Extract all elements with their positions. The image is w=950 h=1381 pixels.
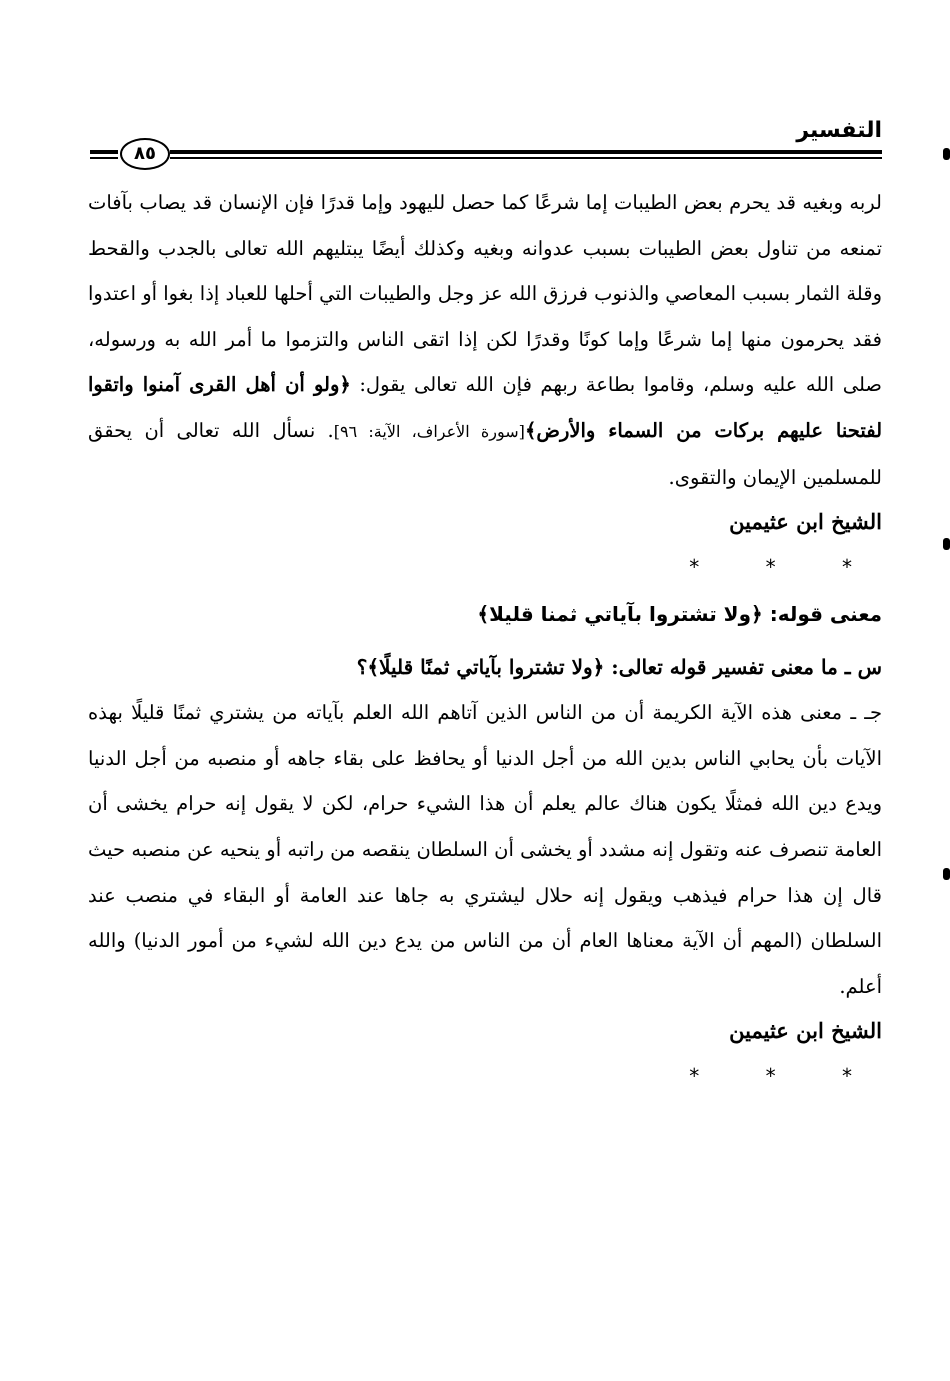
header-rule-thick: [170, 150, 882, 154]
header-rule-left-thick: [90, 150, 118, 154]
margin-mark-top: [943, 148, 950, 160]
section1-paragraph: [88, 180, 882, 500]
question-text: س ـ ما معنى تفسير قوله تعالى: ﴿ولا تشتروا بآياتي ثمنًا قليلًا﴾؟: [356, 655, 882, 680]
running-title: التفسير: [796, 118, 882, 143]
margin-mark-middle: [943, 538, 950, 550]
page-header: [90, 112, 882, 172]
separator-stars: * * *: [689, 555, 882, 580]
page-content: [88, 180, 882, 1091]
separator-stars-bottom: * * *: [689, 1064, 882, 1089]
answer-text: جـ ـ معنى هذه الآية الكريمة أن من الناس الذين آتاهم الله العلم بآياته من يشتري ثمنًا قليلًا بهذه الآيات بأن يحابي الناس بدين الله من أجل الدنيا أو يحافظ على بقاء جاهه أو منصبه من أجل الدنيا ويدع دين الله فمثلًا يكون هناك عالم يعلم أن هذا الشيء حرام، لكن لا يقول إنه حرام يخشى أن العامة تنصرف عنه وتقول إنه مشدد أو يخشى أن السلطان ينقصه من راتبه أو ينحيه عن منصبه حيث قال إن هذا حرام فيذهب ويقول إنه حلال ليشتري به جاها عند العامة أو البقاء في منصب عند السلطان (المهم أن الآية معناها العام أن من الناس من يدع دين الله لشيء من أمور الدنيا) والله أعلم.: [88, 701, 882, 998]
margin-mark-bottom: [943, 868, 950, 880]
section1-text: لربه وبغيه قد يحرم بعض الطيبات إما شرعًا كما حصل لليهود وإما قدرًا فإن الإنسان قد يصاب بآفات تمنعه من تناول بعض الطيبات بسبب عدوانه وبغيه وكذلك أيضًا يبتليهم الله تعالى بالجدب والقحط وقلة الثمار بسبب المعاصي والذنوب فرزق الله عز وجل والطيبات التي أحلها للعباد إذا بغوا أو اعتدوا فقد يحرمون منها إما شرعًا وإما كونًا وقدرًا لكن إذا اتقى الناس والتزموا ما أمر الله به ورسوله، صلى الله عليه وسلم، وقاموا بطاعة ربهم فإن الله تعالى يقول:: [88, 191, 882, 397]
verse-reference: [سورة الأعراف، الآية: ٩٦]: [333, 421, 525, 441]
header-rule-thin: [170, 157, 882, 159]
section1-signature: الشيخ ابن عثيمين: [729, 509, 882, 535]
header-rule-left-thin: [90, 157, 118, 159]
quran-verse: ﴿ولو أن أهل القرى آمنوا واتقوا لفتحنا عليهم بركات من السماء والأرض﴾: [88, 373, 883, 442]
section2-title: معنى قوله: ﴿ولا تشتروا بآياتي ثمنا قليلا﴾: [477, 602, 882, 627]
section2-signature: الشيخ ابن عثيمين: [729, 1018, 882, 1044]
page-number: ٨٥: [120, 138, 170, 170]
section1-closing: . نسأل الله تعالى أن يحقق للمسلمين الإيمان والتقوى.: [88, 418, 882, 489]
